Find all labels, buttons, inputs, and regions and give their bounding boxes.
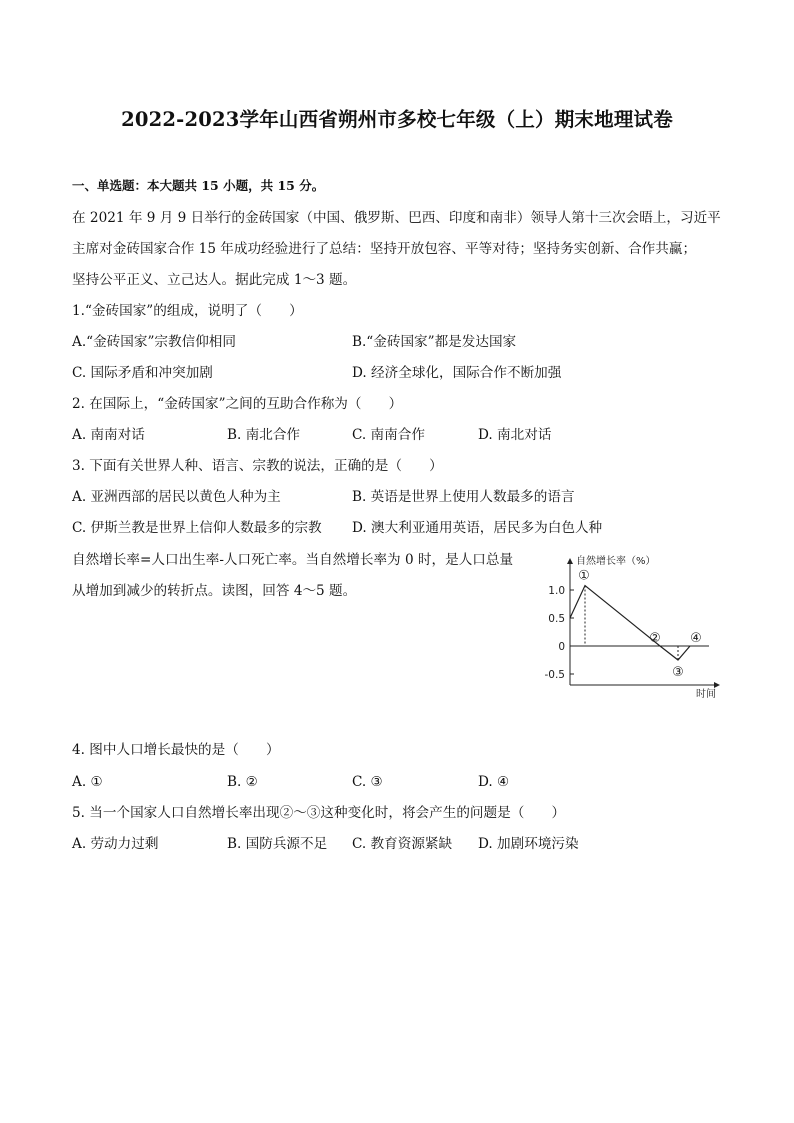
point-marker-label: ② bbox=[649, 631, 661, 646]
page-title: 2022-2023学年山西省朔州市多校七年级（上）期末地理试卷 bbox=[121, 108, 673, 131]
q5-option-d: D. 加剧环境污染 bbox=[478, 836, 579, 852]
y-tick-label: 0 bbox=[558, 641, 565, 653]
q3-option-d: D. 澳大利亚通用英语，居民多为白色人种 bbox=[352, 520, 603, 536]
passage1-line: 在 2021 年 9 月 9 日举行的金砖国家（中国、俄罗斯、巴西、印度和南非）领导人第十三次会晤上，习近平 bbox=[72, 210, 721, 226]
q1-option-c: C. 国际矛盾和冲突加剧 bbox=[72, 365, 213, 381]
q3-option-a: A. 亚洲西部的居民以黄色人种为主 bbox=[72, 489, 281, 505]
section-heading: 一、单选题：本大题共 15 小题，共 15 分。 bbox=[72, 178, 325, 193]
point-marker-label: ③ bbox=[672, 665, 684, 680]
q1-option-b: B.“金砖国家”都是发达国家 bbox=[352, 334, 517, 350]
passage1-line: 坚持公平正义、立己达人。据此完成 1～3 题。 bbox=[72, 272, 357, 288]
passage2-line: 自然增长率=人口出生率-人口死亡率。当自然增长率为 0 时，是人口总量 bbox=[72, 552, 514, 568]
q4-option-b: B. ② bbox=[227, 774, 258, 790]
q2-option-c: C. 南南合作 bbox=[352, 427, 425, 443]
q4-option-a: A. ① bbox=[72, 774, 103, 790]
question-3-stem: 3. 下面有关世界人种、语言、宗教的说法，正确的是（ ） bbox=[72, 458, 443, 474]
q1-option-a: A.“金砖国家”宗教信仰相同 bbox=[72, 334, 236, 350]
q2-option-d: D. 南北对话 bbox=[478, 427, 552, 443]
q2-option-b: B. 南北合作 bbox=[227, 427, 301, 443]
point-marker-label: ④ bbox=[690, 631, 702, 646]
question-5-stem: 5. 当一个国家人口自然增长率出现②～③这种变化时，将会产生的问题是（ ） bbox=[72, 805, 566, 821]
passage1-line: 主席对金砖国家合作 15 年成功经验进行了总结：坚持开放包容、平等对待；坚持务实创新、合作共赢； bbox=[72, 241, 697, 257]
y-tick-label: 0.5 bbox=[548, 613, 565, 625]
q4-option-c: C. ③ bbox=[352, 774, 383, 790]
y-tick-label: 1.0 bbox=[548, 585, 565, 597]
x-axis-label: 时间 bbox=[696, 689, 716, 700]
passage2-line: 从增加到减少的转折点。读图，回答 4～5 题。 bbox=[72, 583, 357, 599]
q1-option-d: D. 经济全球化，国际合作不断加强 bbox=[352, 365, 562, 381]
y-axis-label: 自然增长率（%） bbox=[576, 556, 656, 567]
q5-option-a: A. 劳动力过剩 bbox=[72, 836, 159, 852]
q3-option-c: C. 伊斯兰教是世界上信仰人数最多的宗教 bbox=[72, 520, 322, 536]
question-1-stem: 1.“金砖国家”的组成，说明了（ ） bbox=[72, 303, 303, 319]
growth-rate-chart bbox=[533, 549, 728, 704]
question-4-stem: 4. 图中人口增长最快的是（ ） bbox=[72, 742, 280, 758]
q3-option-b: B. 英语是世界上使用人数最多的语言 bbox=[352, 489, 575, 505]
q5-option-c: C. 教育资源紧缺 bbox=[352, 836, 453, 852]
question-2-stem: 2. 在国际上，“金砖国家”之间的互助合作称为（ ） bbox=[72, 396, 403, 412]
q5-option-b: B. 国防兵源不足 bbox=[227, 836, 328, 852]
growth-rate-line bbox=[570, 586, 690, 660]
y-tick-label: -0.5 bbox=[544, 669, 565, 681]
q4-option-d: D. ④ bbox=[478, 774, 510, 790]
q2-option-a: A. 南南对话 bbox=[72, 427, 145, 443]
point-marker-label: ① bbox=[578, 568, 590, 584]
